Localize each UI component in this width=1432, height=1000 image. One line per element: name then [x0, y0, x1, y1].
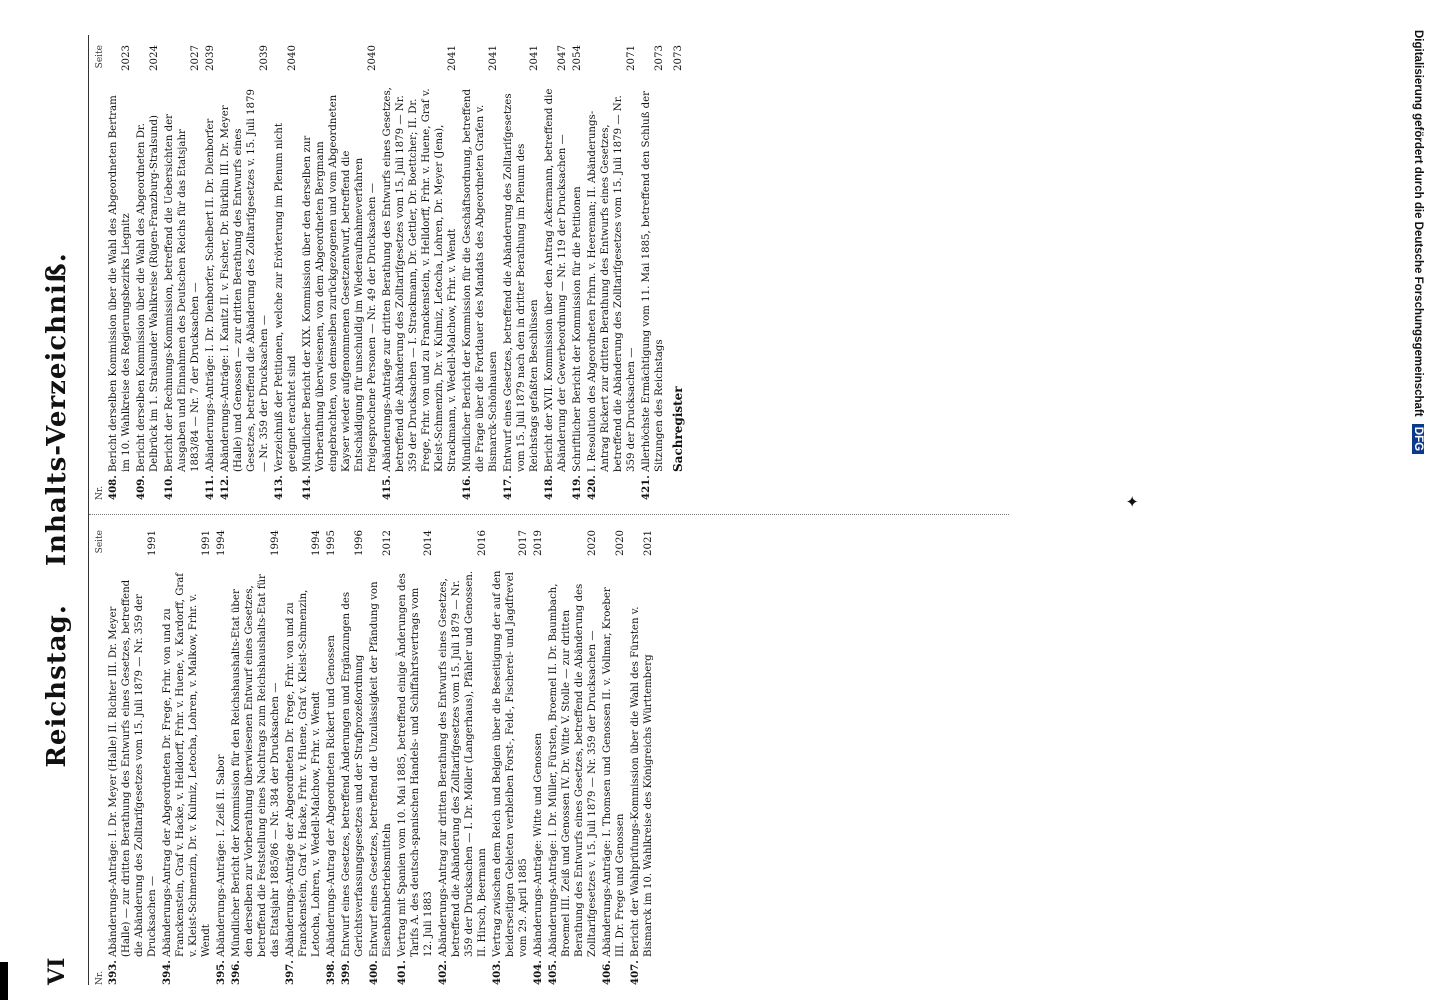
entry-number: 419. [571, 475, 583, 500]
entry-page: 1994 [311, 530, 322, 556]
toc-entry [284, 530, 323, 985]
entry-text: Entwurf eines Gesetzes, betreffend Änderungen und Ergänzungen des Gerichtsverfassungsgesetzes und der Strafprozeßordnung [341, 591, 365, 957]
entry-page: 2073 [654, 45, 665, 71]
document-page [40, 35, 1020, 985]
entry-text: Abänderungs-Anträge: Witte und Genossen [533, 732, 544, 957]
entry-text: Allerhöchste Ermächtigung vom 11. Mai 1885, betreffend den Schluß der Sitzungen des Reichstags [641, 90, 665, 472]
entry-number: 395. [215, 960, 227, 985]
toc-entry [340, 530, 366, 985]
title-left: Reichstag. [42, 604, 72, 768]
toc-entry [437, 530, 489, 985]
entry-page: 2047 [557, 45, 568, 71]
digitization-note [1412, 30, 1424, 990]
entry-page: 2021 [643, 530, 654, 556]
title-right: Inhalts-Verzeichniß. [42, 252, 72, 567]
entry-number: 418. [543, 475, 555, 500]
sachregister-label: Sachregister [671, 386, 685, 472]
entry-number: 402. [437, 960, 449, 985]
entry-number: 405. [547, 960, 559, 985]
toc-entry [532, 530, 545, 985]
toc-entry [502, 45, 541, 500]
toc-entry [301, 45, 379, 500]
entry-text: Schriftlicher Bericht der Kommission für die Petitionen [572, 186, 583, 472]
entry-text: Bericht der Wahlprüfungs-Kommission über die Wahl des Fürsten v. Bismarck im 10. Wahlkreise des Königreichs Württemberg [630, 606, 654, 957]
toc-entry [586, 45, 638, 500]
entry-text: Abänderungs-Anträge: I. Dr. Müller, Fürsten, Broemel II. Dr. Baumbach, Broemel III. Zeiß und Genossen IV. Dr. Witte V. Stolle — zur dritten Berathung des Entwurfs eines Gesetzes, betreffend die Abänderung des Zolltarifgesetzes v. 15. Juli 1879 — Nr. 359 der Drucksachen — [548, 583, 598, 957]
entry-text: Abänderungs-Anträge: I. Zeiß II. Sabor [216, 754, 227, 957]
entry-number: 415. [381, 475, 393, 500]
entry-number: 396. [230, 960, 242, 985]
nr-label: Nr. [95, 970, 105, 985]
column-divider [89, 514, 1009, 515]
entry-number: 398. [325, 960, 337, 985]
toc-entry [219, 45, 271, 500]
entry-number: 397. [284, 960, 296, 985]
toc-entry [161, 530, 213, 985]
entry-number: 410. [163, 475, 175, 500]
entry-page: 2039 [205, 45, 216, 71]
toc-entry [273, 45, 299, 500]
entry-text: Abänderungs-Anträge: I. Dr. Dienborfer, Schelbert II. Dr. Dienborfer [205, 118, 216, 472]
toc-entry [629, 530, 655, 985]
entry-number: 416. [461, 475, 473, 500]
entry-number: 401. [396, 960, 408, 985]
right-column [95, 45, 1005, 500]
entry-page: 2014 [423, 530, 434, 556]
toc-entry [215, 530, 228, 985]
entry-page: 2041 [529, 45, 540, 71]
toc-entry [163, 45, 202, 500]
entry-number: 400. [368, 960, 380, 985]
entry-number: 413. [273, 475, 285, 500]
entry-text: I. Resolution des Abgeordneten Frhrn. v. Heereman; II. Abänderungs-Antrag Rickert zur dritten Berathung des Entwurfs eines Gesetzes, betreffend die Abänderung des Zolltarifgesetzes vom 15. Juli 1879 — Nr. 359 der Drucksachen — [587, 95, 637, 472]
entry-number: 404. [532, 960, 544, 985]
entry-page: 1996 [354, 530, 365, 556]
toc-entry [204, 45, 217, 500]
toc-entry [571, 45, 584, 500]
entry-page: 1995 [326, 530, 337, 556]
page-number: VI [44, 957, 70, 985]
entry-text: Abänderungs-Anträge: I. Thomsen und Genossen II. v. Vollmar, Kroeber III. Dr. Frege und Genossen [602, 587, 626, 957]
entry-page: 2019 [533, 530, 544, 556]
entry-number: 408. [107, 475, 119, 500]
entry-page: 2040 [367, 45, 378, 71]
column-header [95, 45, 105, 500]
entry-text: Abänderungs-Anträge: I. Dr. Meyer (Halle) II. Richter III. Dr. Meyer (Halle) — zur dritten Berathung des Entwurfs eines Gesetzes, betreffend die Abänderung des Zolltarifgesetzes vom 15. Juli 1879 — Nr. 359 der Drucksachen — [108, 579, 158, 957]
entry-page: 2071 [626, 45, 637, 71]
fold-mark: ✦ [1123, 494, 1143, 509]
entry-number: 406. [601, 960, 613, 985]
sachregister-page: 2073 [673, 45, 684, 71]
entry-number: 412. [219, 475, 231, 500]
entry-text: Abänderungs-Anträge zur dritten Berathung des Entwurfs eines Gesetzes, betreffend die Abänderung des Zolltarifgesetzes vom 15. Juli 1879 — Nr. 359 der Drucksachen — I. Strackmann, Dr. Gettler, Dr. Boettcher; II. Dr. Frege, Frhr. von und zu Franckenstein, v. Helldorff, Frhr. v. Huene, Graf v. Kleist-Schmenzin, Dr. v. Kulmiz, Letocha, Lohren, Dr. Meyer (Jena), Strackmann, v. Wedell-Malchow, Frhr. v. Wendt [382, 87, 458, 472]
toc-entry [381, 45, 459, 500]
scan-edge-mark [0, 962, 8, 1000]
entry-page: 2016 [477, 530, 488, 556]
entry-page: 2024 [149, 45, 160, 71]
entry-page: 1994 [216, 530, 227, 556]
entry-text: Mündlicher Bericht der Kommission für die Geschäftsordnung, betreffend die Frage über die Fortdauer des Mandats des Abgeordneten Grafen v. Bismarck-Schönhausen [462, 88, 499, 472]
entry-text: Entwurf eines Gesetzes, betreffend die Abänderung des Zolltarifgesetzes vom 15. Juli 1879 nach den in dritter Berathung im Plenum des Reichstags gefaßten Beschlüssen [503, 93, 540, 472]
entry-text: Bericht derselben Kommission über die Wahl des Abgeordneten Bertram im 10. Wahlkreise des Regierungsbezirks Liegnitz [108, 95, 132, 472]
entry-text: Mündlicher Bericht der XIX. Kommission über den derselben zur Vorberathung überwiesenen, von dem Abgeordneten Bergmann eingebrachten, von demselben zurückgezogenen und vom Abgeordneten Kayser wieder aufgenommenen Gesetzentwurf, betreffend die Entschädigung für unschuldig im Wiederaufnahmeverfahren freigesprochene Personen — Nr. 49 der Drucksachen — [302, 94, 378, 472]
toc-entry [107, 530, 159, 985]
entry-page: 2041 [447, 45, 458, 71]
digitization-text: Digitalisierung gefördert durch die Deutsche Forschungsgemeinschaft [1412, 30, 1424, 417]
entry-page: 2012 [382, 530, 393, 556]
entry-page: 2017 [518, 530, 529, 556]
toc-entry [230, 530, 282, 985]
entry-page: 1994 [270, 530, 281, 556]
entry-text: Abänderungs-Anträge: I. Kanitz II. v. Fischer, Dr. Bürklin III. Dr. Meyer (Halle) und Genossen — zur dritten Berathung des Entwurfs eines Gesetzes, betreffend die Abänderung des Zolltarifgesetzes v. 15. Juli 1879 — Nr. 359 der Drucksachen — [220, 89, 270, 472]
toc-entry [325, 530, 338, 985]
entry-number: 403. [491, 960, 503, 985]
entry-page: 2040 [287, 45, 298, 71]
toc-entry [640, 45, 666, 500]
dfg-logo: DFG [1412, 424, 1424, 454]
toc-entry [107, 45, 133, 500]
toc-entry [368, 530, 394, 985]
entry-page: 2023 [121, 45, 132, 71]
seite-label: Seite [95, 45, 105, 69]
entry-number: 399. [340, 960, 352, 985]
entry-text: Verzeichniß der Petitionen, welche zur Erörterung im Plenum nicht geeignet erachtet sind [274, 123, 298, 472]
entry-number: 394. [161, 960, 173, 985]
entry-text: Bericht derselben Kommission über die Wahl des Abgeordneten Dr. Delbrück im 1. Stralsunder Wahlkreise (Rügen-Franzburg-Stralsund) [136, 115, 160, 472]
toc-entry [547, 530, 599, 985]
toc-entry [601, 530, 627, 985]
entry-page: 1991 [201, 530, 212, 556]
entry-page: 2041 [488, 45, 499, 71]
toc-entry [491, 530, 530, 985]
entry-text: Abänderungs-Antrag der Abgeordneten Dr. Frege, Frhr. von und zu Franckenstein, Graf v. Hacke, v. Helldorff, Frhr. v. Huene, v. Kardorff, Graf v. Kleist-Schmenzin, Dr. v. Kulmiz, Letocha, Lohren, v. Malkow, Frhr. v. Wendt [162, 572, 212, 957]
entry-text: Entwurf eines Gesetzes, betreffend die Unzulässigkeit der Pfändung von Eisenbahnbetriebsmitteln [369, 581, 393, 957]
left-column [95, 530, 1005, 985]
entry-text: Vertrag mit Spanien vom 10. Mai 1885, betreffend einige Änderungen des Tarifs A. des deutsch-spanischen Handels- und Schiffahrtsvertrags vom 12. Juli 1883 [397, 573, 434, 957]
entry-text: Bericht der XVII. Kommission über den Antrag Ackermann, betreffend die Abänderung der Gewerbeordnung — Nr. 119 der Drucksachen — [544, 88, 568, 472]
entry-page: 1991 [147, 530, 158, 556]
entry-text: Abänderungs-Antrag der Abgeordneten Rickert und Genossen [326, 635, 337, 957]
toc-entry [461, 45, 500, 500]
entry-text: Mündlicher Bericht der Kommission für den Reichshaushalts-Etat über den derselben zur Vorberathung überwiesenen Entwurf eines Gesetzes, betreffend die Feststellung eines Nachtrags zum Reichshaushalts-Etat für das Etatsjahr 1885/86 — Nr. 384 der Drucksachen — [231, 574, 281, 957]
entry-number: 393. [107, 960, 119, 985]
sachregister-entry [668, 45, 685, 500]
entry-text: Bericht der Rechnungs-Kommission, betreffend die Uebersichten der Ausgaben und Einnahmen des Deutschen Reichs für das Etatsjahr 1883/84 — Nr. 7 der Drucksachen — [164, 114, 201, 472]
seite-label: Seite [95, 530, 105, 554]
entry-number: 407. [629, 960, 641, 985]
entry-page: 2020 [615, 530, 626, 556]
entry-number: 417. [502, 475, 514, 500]
entry-number: 411. [204, 475, 216, 500]
entry-number: 409. [135, 475, 147, 500]
entry-text: Abänderungs-Antrag zur dritten Berathung des Entwurfs eines Gesetzes, betreffend die Abänderung des Zolltarifgesetzes vom 15. Juli 1879 — Nr. 359 der Drucksachen — I. Dr. Möller (Langerhaus), Pfähler und Genossen. II. Hirsch, Beermann [438, 570, 488, 957]
toc-entry [396, 530, 435, 985]
entry-number: 421. [640, 475, 652, 500]
entry-page: 2020 [587, 530, 598, 556]
page-title [42, 35, 72, 985]
entry-number: 414. [301, 475, 313, 500]
toc-entry [543, 45, 569, 500]
entry-text: Abänderungs-Anträge der Abgeordneten Dr. Frege, Frhr. von und zu Franckenstein, Graf v. Hacke, Frhr. v. Huene, Graf v. Kleist-Schmenzin, Letocha, Lohren, v. Wedell-Malchow, Frhr. v. Wendt [285, 589, 322, 957]
toc-entry [135, 45, 161, 500]
entry-page: 2027 [190, 45, 201, 71]
column-header [95, 530, 105, 985]
entry-page: 2039 [259, 45, 270, 71]
entry-number: 420. [586, 475, 598, 500]
entry-page: 2054 [572, 45, 583, 71]
nr-label: Nr. [95, 485, 105, 500]
entry-text: Vertrag zwischen dem Reich und Belgien über die Beseitigung der auf den beiderseitigen Gebieten verbleiben Forst-, Feld-, Fischerei- und Jagdfrevel vom 29. April 1885 [492, 570, 529, 957]
page-header [40, 35, 89, 985]
